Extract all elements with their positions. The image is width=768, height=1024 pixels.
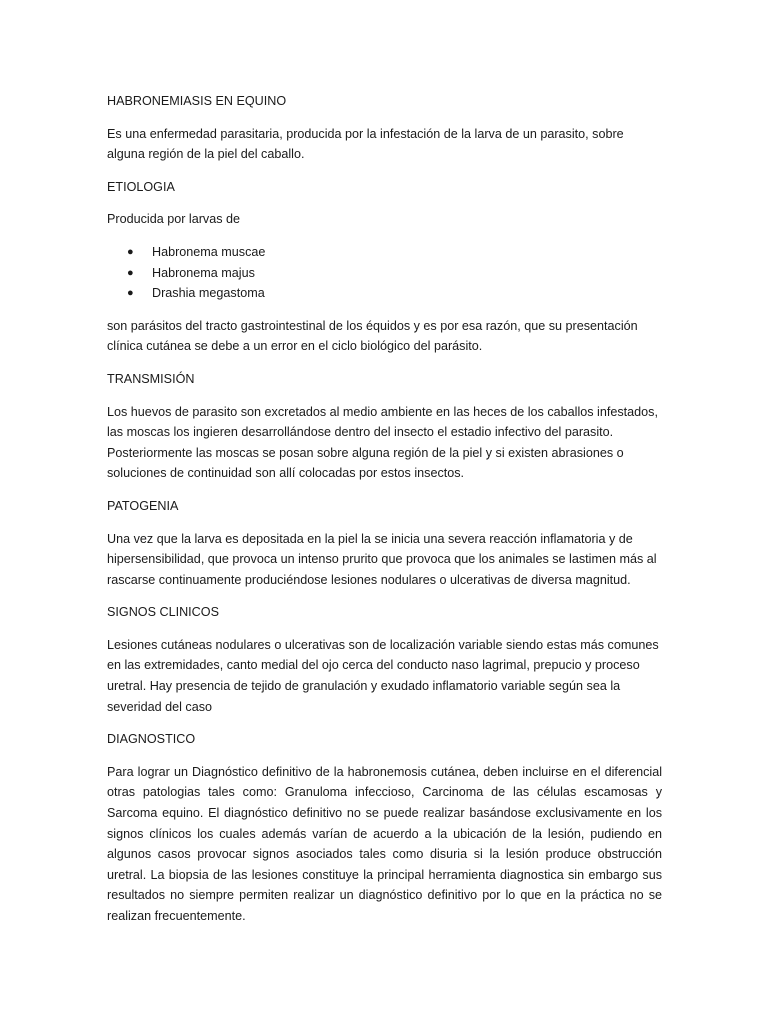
diagnostico-paragraph: Para lograr un Diagnóstico definitivo de la habronemosis cutánea, deben incluirse en el diferencial otras patologias tales como: Granuloma infeccioso, Carcinoma de las células escamosas y Sarcoma equino. El diagnóstico definitivo no se puede realizar basándose exclusivamente en los signos clínicos los cuales además varían de acuerdo a la ubicación de la lesión, pudiendo en algunos casos provocar signos asociados tales como disuria si la lesión produce obstrucción uretral. La biopsia de las lesiones constituye la principal herramienta diagnostica sin embargo sus resultados no siempre permiten realizar un diagnóstico definitivo por lo que en la práctica no se realizan frecuentemente. [107,764,662,923]
list-item [107,263,662,284]
transmision-paragraph: Los huevos de parasito son excretados al medio ambiente en las heces de los caballos infestados, las moscas los ingieren desarrollándose dentro del insecto el estadio infectivo del parasito. Posteriormente las moscas se posan sobre alguna región de la piel y si existen abrasiones o soluciones de continuidad son allí colocadas por estos insectos. [107,404,658,481]
list-item [107,283,662,304]
intro-paragraph: Es una enfermedad parasitaria, producida por la infestación de la larva de un parasito, sobre alguna región de la piel del caballo. [107,126,624,162]
bullet-icon: ● [127,287,134,300]
transmision-heading: TRANSMISIÓN [107,371,195,386]
larvae-list [107,242,662,304]
bullet-icon: ● [127,266,134,279]
etiologia-heading: ETIOLOGIA [107,179,175,194]
document-title: HABRONEMIASIS EN EQUINO [107,94,287,108]
etiologia-paragraph: son parásitos del tracto gastrointestinal de los équidos y es por esa razón, que su presentación clínica cutánea se debe a un error en el ciclo biológico del parásito. [107,318,638,354]
signos-paragraph: Lesiones cutáneas nodulares o ulcerativas son de localización variable siendo estas más comunes en las extremidades, canto medial del ojo cerca del conducto naso lagrimal, prepucio y proceso uretral. Hay presencia de tejido de granulación y exudado inflamatorio variable según sea la severidad del caso [107,637,659,714]
diagnostico-heading: DIAGNOSTICO [107,732,196,747]
list-item [107,242,662,263]
list-item-text: Habronema muscae [152,244,266,259]
etiologia-lead: Producida por larvas de [107,212,241,227]
signos-heading: SIGNOS CLINICOS [107,605,219,620]
list-item-text: Habronema majus [152,265,255,280]
document-page [107,91,662,939]
patogenia-heading: PATOGENIA [107,498,179,513]
bullet-icon: ● [127,245,134,258]
patogenia-paragraph: Una vez que la larva es depositada en la piel la se inicia una severa reacción inflamatoria y de hipersensibilidad, que provoca un intenso prurito que provoca que los animales se lastimen más al rascarse continuamente produciéndose lesiones nodulares o ulcerativas de diversa magnitud. [107,531,657,587]
list-item-text: Drashia megastoma [152,286,265,301]
